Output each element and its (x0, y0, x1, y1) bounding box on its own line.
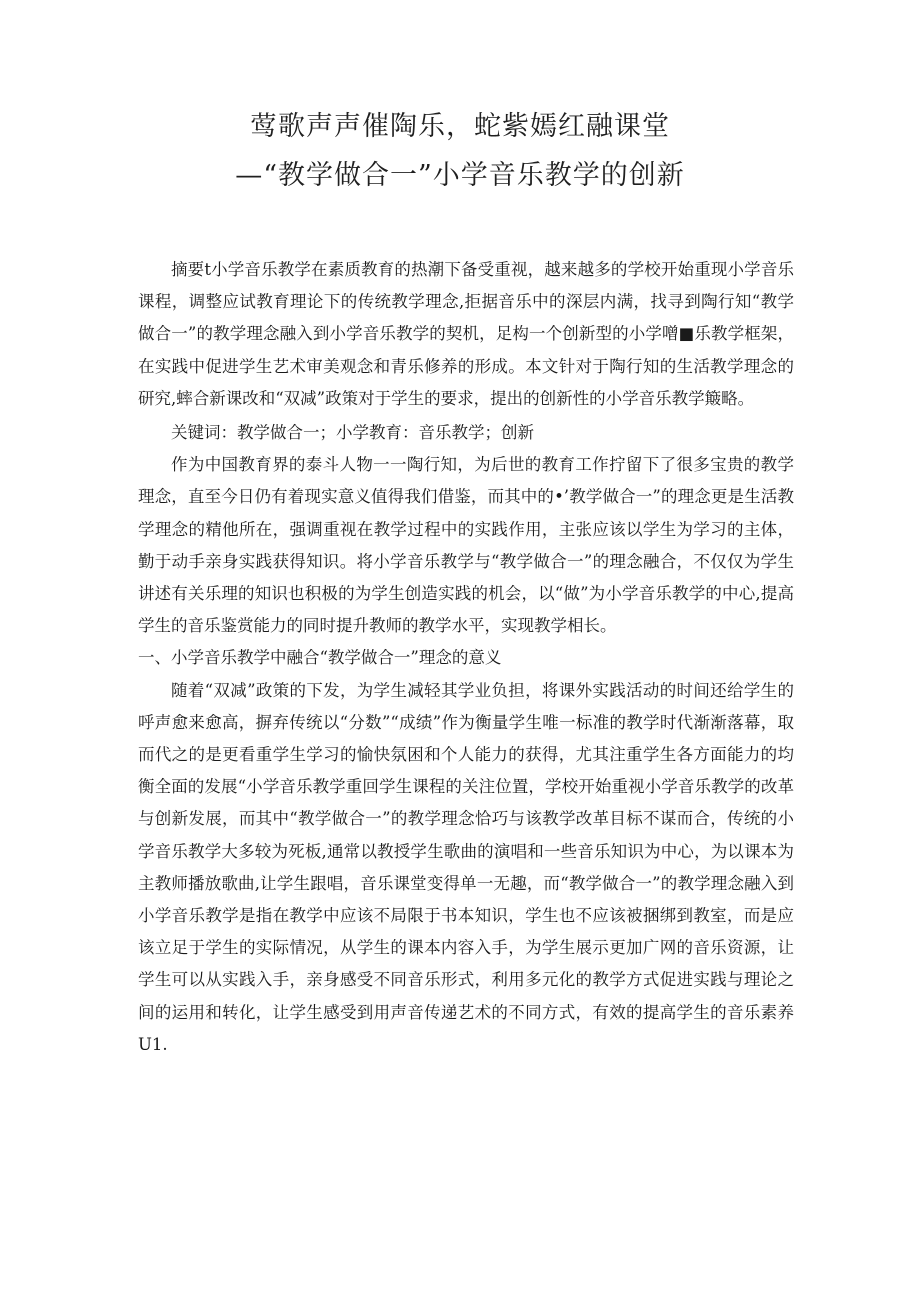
title-line-2: —“教学做合一”小学音乐教学的创新 (235, 160, 685, 191)
document-body (138, 254, 794, 1061)
section-1-paragraph: 随着“双减”政策的下发，为学生减轻其学业负担，将课外实践活动的时间还给学生的呼声愈来愈高，摒弃传统以“分数”“成绩”作为衡量学生唯一标准的教学时代渐渐落幕，取而代之的是更看重学生学习的愉快氛困和个人能力的获得，尤其注重学生各方面能力的均衡全面的发展“小学音乐教学重回学生课程的关注位置，学校开始重视小学音乐教学的改革与创新发展，而其中“教学做合一”的教学理念恰巧与该教学改革目标不谋而合，传统的小学音乐教学大多较为死板,通常以教授学生歌曲的演唱和一些音乐知识为中心，为以课本为主教师播放歌曲,让学生跟唱，音乐课堂变得单一无趣，而“教学做合一”的教学理念融入到小学音乐教学是指在教学中应该不局限于书本知识，学生也不应该被捆绑到教室，而是应该立足于学生的实际情况，从学生的课本内容入手，为学生展示更加广网的音乐资源，让学生可以从实践入手，亲身感受不同音乐形式，利用多元化的教学方式促进实践与理论之间的运用和转化，让学生感受到用声音传递艺术的不同方式，有效的提高学生的音乐素养U1. (138, 680, 794, 1054)
section-1-heading: 一、小学音乐教学中融合“教学做合一”理念的意义 (138, 648, 502, 668)
title-line-1: 莺歌声声催陶乐，蛇紫嫣红融课堂 (250, 111, 670, 142)
keywords-paragraph: 关键词：教学做合一；小学教育：音乐教学；创新 (171, 423, 534, 443)
intro-paragraph: 作为中国教育界的泰斗人物一一陶行知，为后世的教育工作拧留下了很多宝贵的教学理念，直至今日仍有着现实意义值得我们借鉴，而其中的•’教学做合一”的理念更是生活教学理念的精他所在，强调重视在教学过程中的实践作用，主张应该以学生为学习的主体，勤于动手亲身实践获得知识。将小学音乐教学与“教学做合一”的理念融合，不仅仅为学生讲述有关乐理的知识也积极的为学生创造实践的机会，以“做”为小学音乐教学的中心,提高学生的音乐鉴赏能力的同时提升教师的教学水平，实现教学相长。 (138, 455, 794, 636)
abstract-paragraph: 摘要t小学音乐教学在素质教育的热潮下备受重视，越来越多的学校开始重现小学音乐课程，调整应试教育理论下的传统教学理念,拒据音乐中的深层内满，找寻到陶行知“教学做合一”的教学理念融入到小学音乐教学的契机，足构一个创新型的小学噌■乐教学框架，在实践中促进学生艺术审美观念和青乐修养的形成。本文针对于陶行知的生活教学理念的研究,蟀合新课改和“双减”政策对于学生的要求，提出的创新性的小学音乐教学簸略。 (138, 260, 794, 408)
